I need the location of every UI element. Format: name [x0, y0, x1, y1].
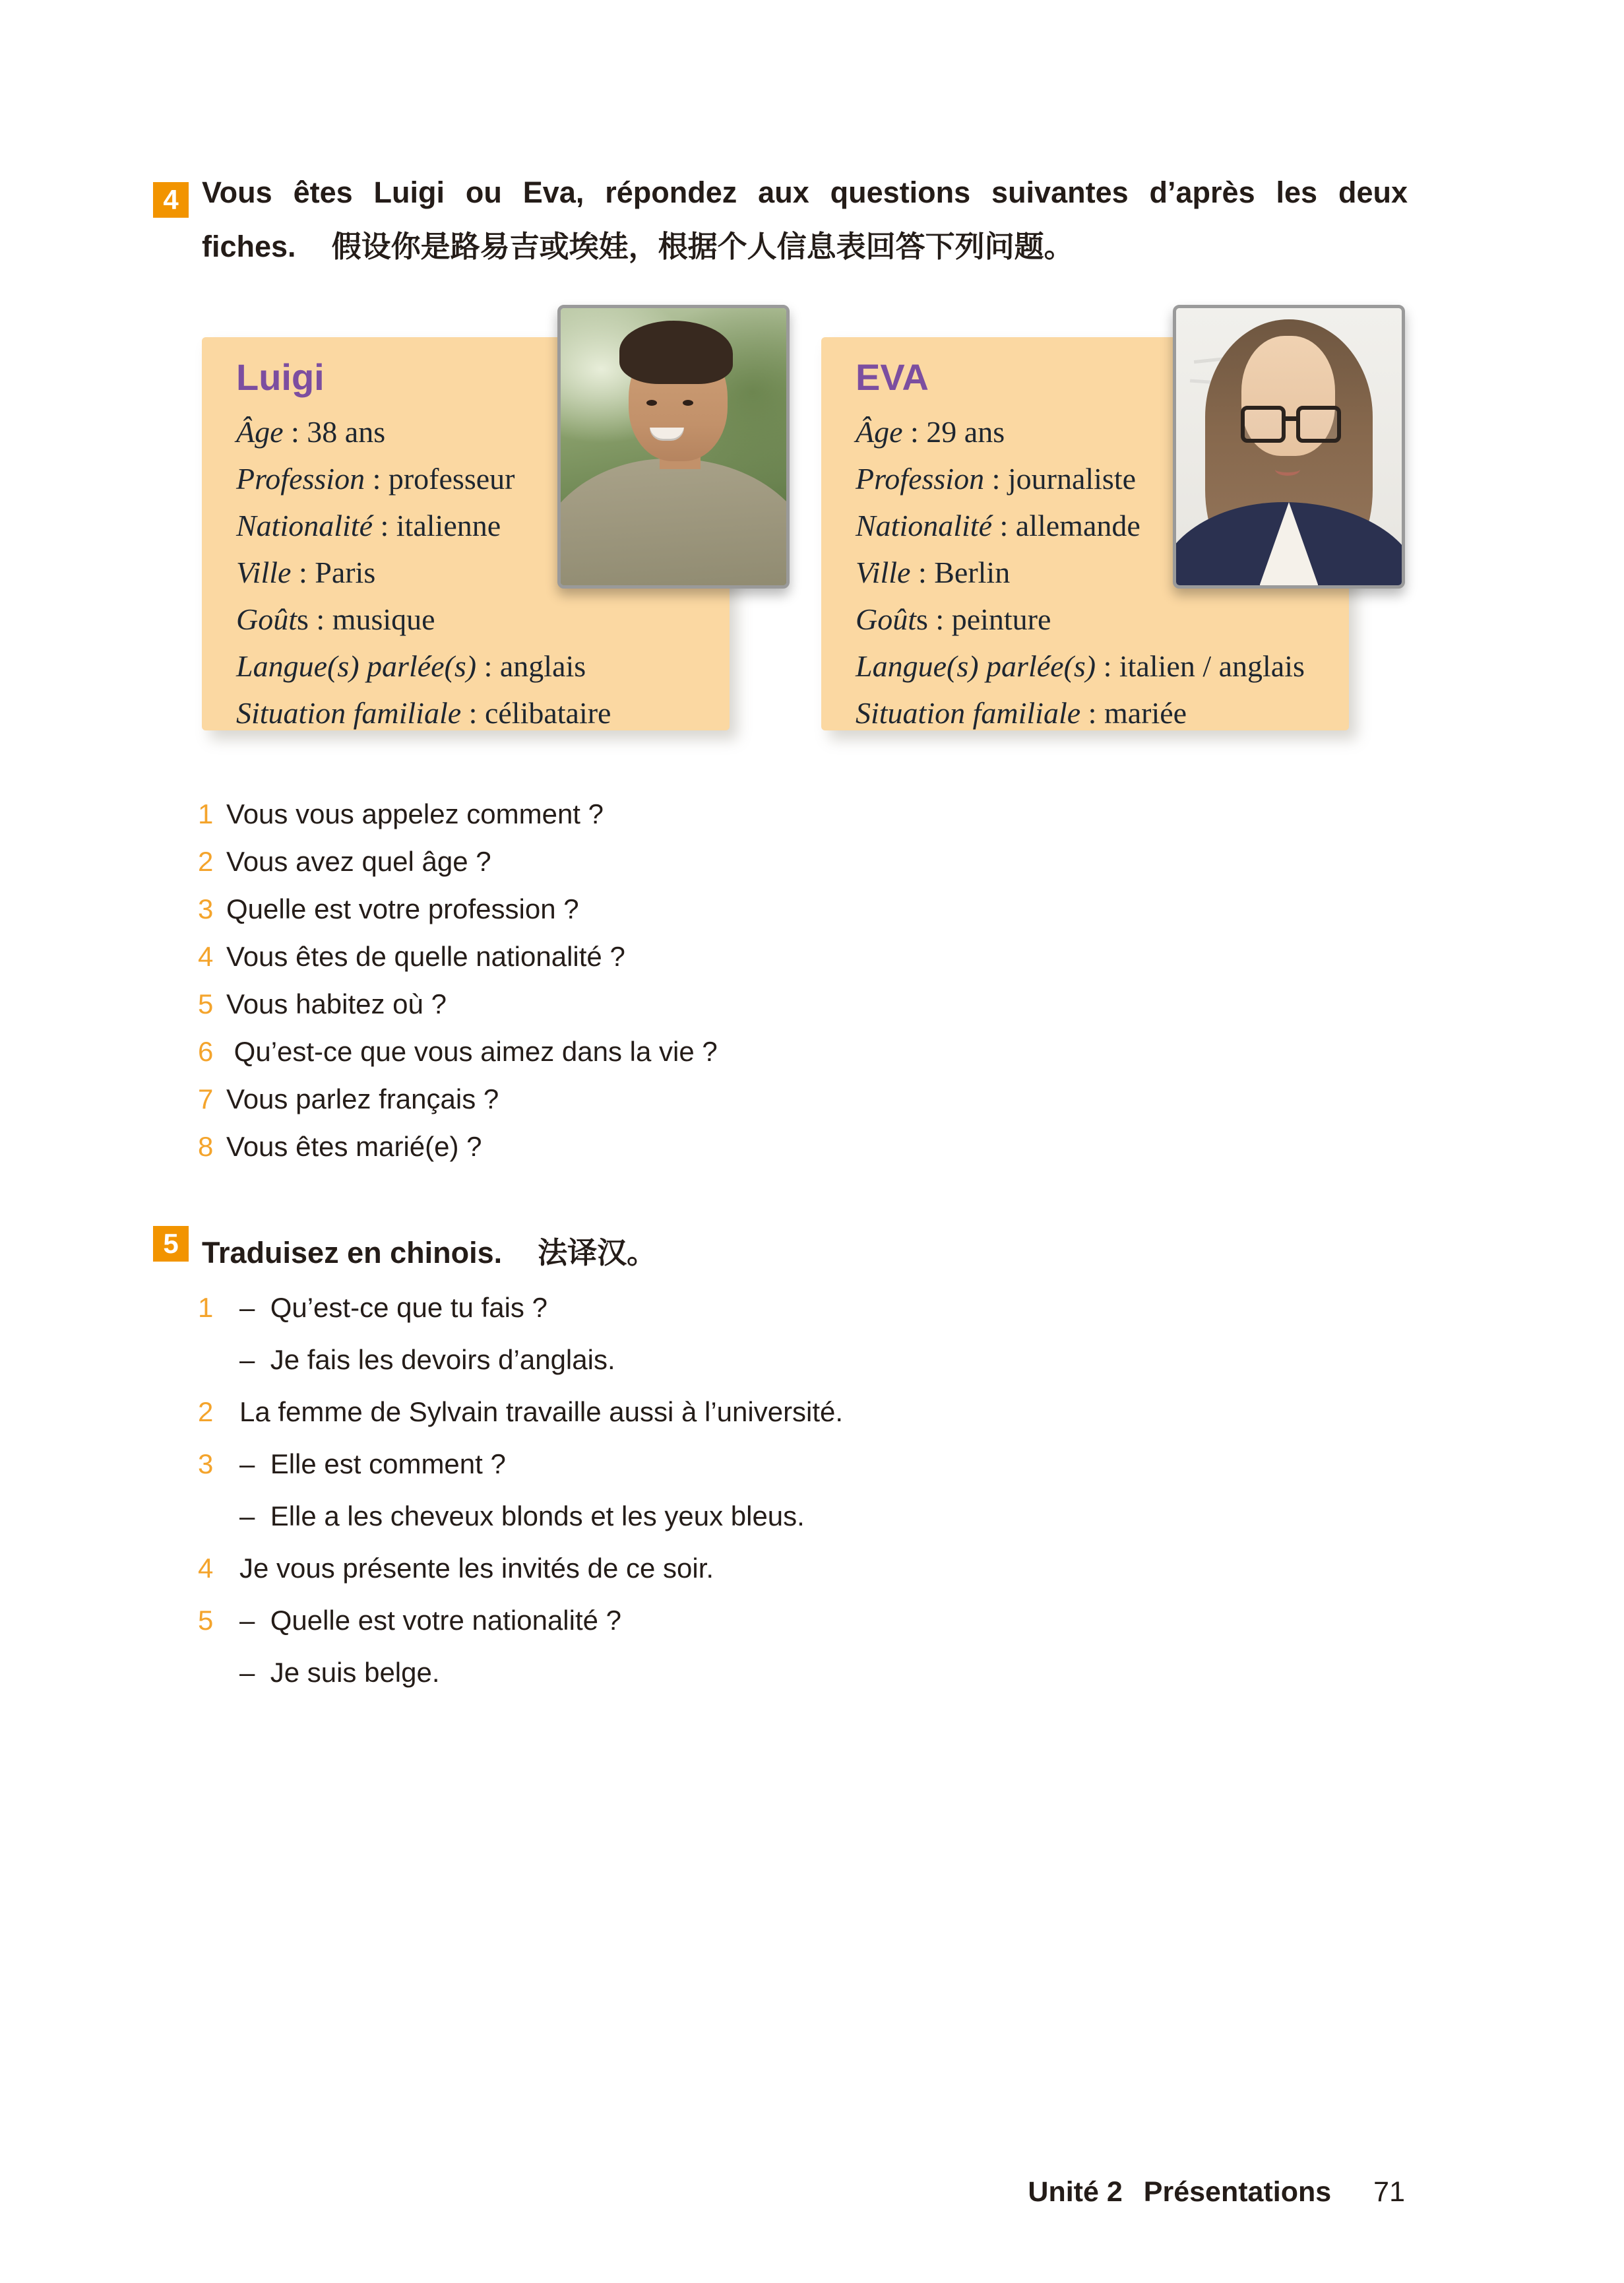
question-text: Vous êtes marié(e) ? [226, 1131, 482, 1162]
row-separator: : [365, 462, 389, 496]
question-number: 4 [198, 941, 214, 972]
translation-item-line [198, 1334, 843, 1386]
row-label: Âge [856, 415, 903, 449]
question-number: 8 [198, 1131, 214, 1162]
row-value: professeur [388, 462, 515, 496]
exercise4-title [202, 176, 1408, 264]
row-value: anglais [499, 649, 586, 683]
row-separator: : [910, 556, 935, 589]
exercise4-title-zh: 假设你是路易吉或埃娃，根据个人信息表回答下列问题。 [331, 230, 1074, 263]
card-row-languages [236, 643, 730, 690]
item-number [198, 1490, 239, 1542]
row-separator: : [476, 649, 500, 683]
row-separator: : [984, 462, 1008, 496]
translation-item-line [198, 1594, 843, 1646]
luigi-card-name: Luigi [236, 356, 325, 398]
item-text: – Qu’est-ce que tu fais ? [239, 1292, 547, 1323]
row-label: Ville [856, 556, 911, 589]
glasses-lens [1241, 406, 1286, 443]
row-separator: : [927, 602, 952, 636]
row-separator: : [373, 509, 396, 542]
footer-page-number: 71 [1373, 2176, 1405, 2208]
row-value: Berlin [934, 556, 1011, 589]
row-value: italien / anglais [1119, 649, 1305, 683]
row-label: Langue(s) parlée(s) [856, 649, 1096, 683]
translation-item-line [198, 1386, 843, 1438]
item-number [198, 1646, 239, 1698]
exercise4-badge [153, 182, 189, 218]
question-text: Vous vous appelez comment ? [226, 798, 604, 829]
question-item [198, 1076, 718, 1123]
item-number: 1 [198, 1292, 214, 1323]
exercise5-badge [153, 1226, 189, 1262]
glasses-lens [1296, 406, 1341, 443]
question-item [198, 1123, 718, 1171]
row-label: Situation familiale [856, 696, 1081, 730]
row-label: Langue(s) parlée(s) [236, 649, 477, 683]
page-footer [0, 2176, 1405, 2208]
exercise5-items [198, 1281, 843, 1698]
row-value: journaliste [1007, 462, 1137, 496]
question-text: Vous parlez français ? [226, 1083, 499, 1114]
footer-section: Présentations [1143, 2176, 1332, 2208]
item-number: 3 [198, 1448, 214, 1479]
eva-photo [1173, 305, 1405, 589]
item-text: – Je fais les devoirs d’anglais. [239, 1344, 615, 1375]
translation-item-line [198, 1646, 843, 1698]
translation-item-line [198, 1490, 843, 1542]
question-number: 3 [198, 893, 214, 924]
item-number [198, 1334, 239, 1386]
exercise4-title-line1: Vous êtes Luigi ou Eva, répondez aux questions suivantes d’après les deux [202, 176, 1408, 209]
footer-unit: Unité 2 [1028, 2176, 1123, 2208]
card-row-marital-status [236, 690, 730, 736]
exercise5-title-zh: 法译汉。 [538, 1236, 657, 1270]
item-text: – Elle a les cheveux blonds et les yeux bleus. [239, 1500, 805, 1531]
question-number: 1 [198, 798, 214, 829]
question-item [198, 1028, 718, 1076]
row-value: célibataire [484, 696, 611, 730]
question-number: 6 [198, 1036, 214, 1067]
exercise5-title-fr: Traduisez en chinois. [202, 1236, 503, 1270]
exercise4-title-fr: fiches. [202, 230, 296, 263]
row-separator: : [1096, 649, 1119, 683]
glasses-bridge [1282, 416, 1297, 421]
row-value: musique [332, 602, 435, 636]
item-text: Je vous présente les invités de ce soir. [239, 1553, 714, 1584]
exercise5-number: 5 [163, 1228, 179, 1259]
item-number: 4 [198, 1553, 214, 1584]
item-number: 5 [198, 1605, 214, 1636]
question-text: Vous habitez où ? [226, 988, 447, 1019]
row-label: Profession [236, 462, 365, 496]
exercise5-title [202, 1229, 656, 1271]
row-value: allemande [1015, 509, 1140, 542]
question-text: Vous avez quel âge ? [226, 846, 491, 877]
person-hair [619, 321, 733, 384]
item-number: 2 [198, 1396, 214, 1427]
card-row-marital-status [856, 690, 1349, 736]
question-item [198, 838, 718, 885]
row-label: Profession [856, 462, 985, 496]
eva-card-name: EVA [856, 356, 929, 398]
question-item [198, 933, 718, 981]
row-label: Nationalité [856, 509, 992, 542]
row-value: 29 ans [926, 415, 1005, 449]
exercise4-title-line2 [202, 230, 1408, 264]
row-value: peinture [951, 602, 1051, 636]
row-separator: : [291, 556, 315, 589]
person-eye [646, 400, 657, 406]
item-text: – Elle est comment ? [239, 1448, 506, 1479]
exercise4-number: 4 [163, 184, 179, 215]
question-text: Qu’est-ce que vous aimez dans la vie ? [226, 1036, 718, 1067]
row-value: mariée [1104, 696, 1187, 730]
translation-item-line [198, 1542, 843, 1594]
row-separator: : [308, 602, 332, 636]
item-text: – Je suis belge. [239, 1657, 440, 1688]
person-eye [683, 400, 693, 406]
row-separator: : [992, 509, 1016, 542]
row-label: Goût [236, 602, 297, 636]
row-separator: : [283, 415, 307, 449]
question-item [198, 981, 718, 1028]
question-number: 7 [198, 1083, 214, 1114]
question-item [198, 790, 718, 838]
row-label: Situation familiale [236, 696, 462, 730]
card-row-languages [856, 643, 1349, 690]
card-row-tastes [856, 596, 1349, 643]
row-label: Âge [236, 415, 284, 449]
question-text: Quelle est votre profession ? [226, 893, 579, 924]
row-separator: : [1080, 696, 1104, 730]
row-label-suffix: s [916, 602, 928, 636]
exercise4-questions [198, 790, 718, 1171]
row-value: italienne [396, 509, 501, 542]
translation-item-line [198, 1438, 843, 1490]
question-number: 2 [198, 846, 214, 877]
question-item [198, 885, 718, 933]
row-value: 38 ans [307, 415, 386, 449]
card-row-tastes [236, 596, 730, 643]
item-text: La femme de Sylvain travaille aussi à l’université. [239, 1396, 844, 1427]
row-label-suffix: s [297, 602, 309, 636]
row-value: Paris [315, 556, 376, 589]
row-label: Goût [856, 602, 916, 636]
translation-item-line [198, 1281, 843, 1334]
question-number: 5 [198, 988, 214, 1019]
item-text: – Quelle est votre nationalité ? [239, 1605, 622, 1636]
row-label: Nationalité [236, 509, 373, 542]
question-text: Vous êtes de quelle nationalité ? [226, 941, 625, 972]
row-label: Ville [236, 556, 292, 589]
row-separator: : [902, 415, 927, 449]
row-separator: : [461, 696, 485, 730]
luigi-photo [557, 305, 790, 589]
